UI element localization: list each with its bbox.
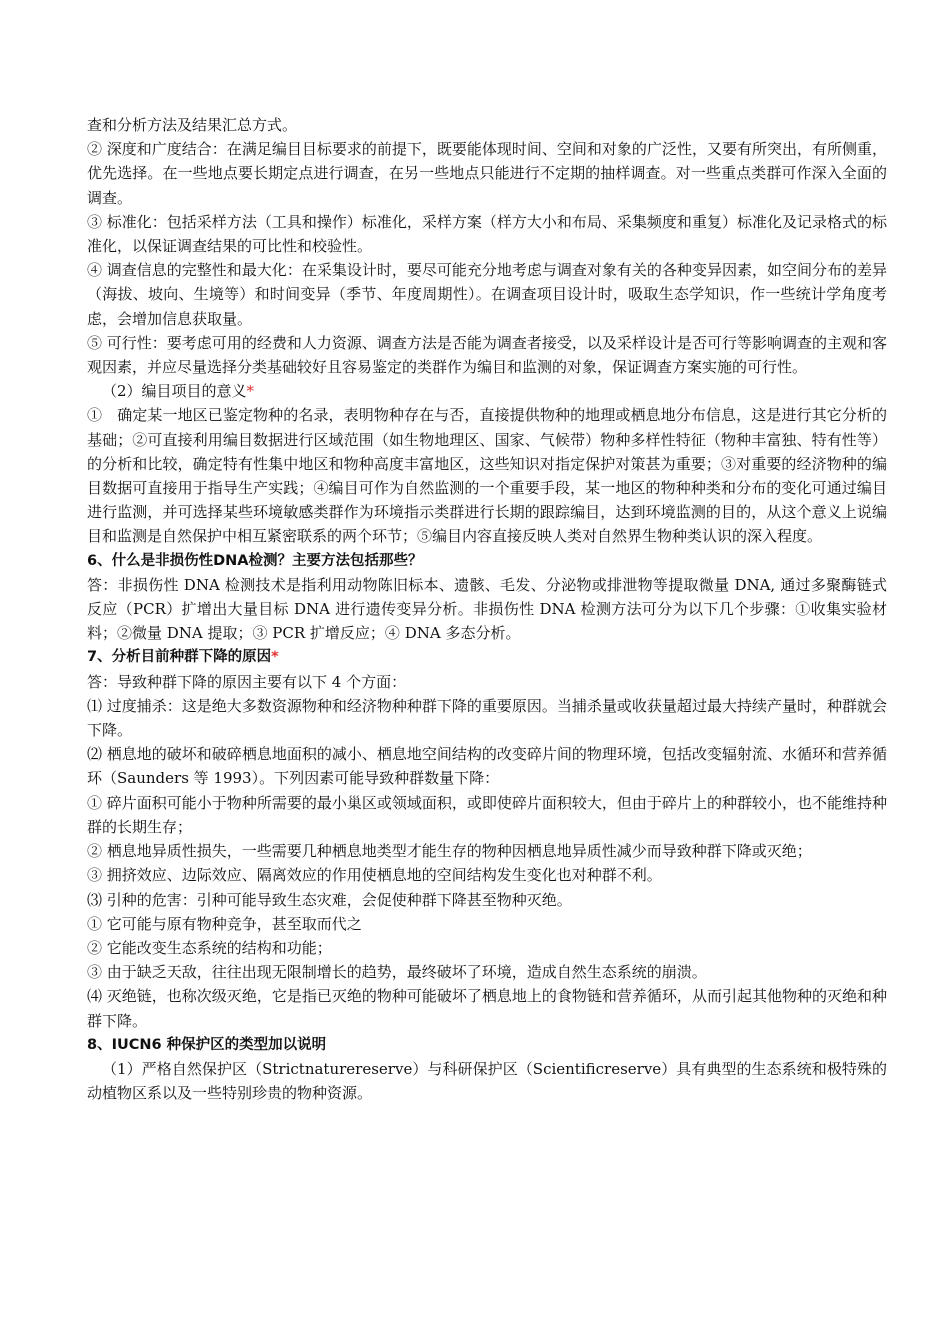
- paragraph-standardization: ③ 标准化：包括采样方法（工具和操作）标准化，采样方案（样方大小和布局、采集频度和重复）标准化及记录格式的标准化，以保证调查结果的可比性和校验性。: [87, 212, 887, 256]
- reason-extinction-chain: ⑷ 灭绝链，也称次级灭绝，它是指已灭绝的物种可能破坏了栖息地上的食物链和营养循环，从而引起其他物种的灭绝和种群下降。: [87, 987, 887, 1030]
- document-page: [87, 113, 887, 1105]
- reason-habitat-destruction: ⑵ 栖息地的破坏和破碎栖息地面积的减小、栖息地空间结构的改变碎片间的物理环境，包括改变辐射流、水循环和营养循环（Saunders 等 1993）。下列因素可能导致种群数量下降：: [87, 745, 887, 788]
- introduced-effect-1: ① 它可能与原有物种竞争，甚至取而代之: [87, 914, 362, 933]
- question-8-heading: 8、IUCN6 种保护区的类型加以说明: [87, 1036, 327, 1053]
- reserve-type-1: （1）严格自然保护区（Strictnaturereserve）与科研保护区（Scientificreserve）具有典型的生态系统和极特殊的动植物区系以及一些特别珍贵的物种资源。: [87, 1059, 887, 1103]
- paragraph-depth-breadth: ② 深度和广度结合：在满足编目目标要求的前提下，既要能体现时间、空间和对象的广泛性，又要有所突出，有所侧重，优先选择。在一些地点要长期定点进行调查，在另一些地点只能进行不定期的抽样调查。对一些重点类群可作深入全面的调查。: [87, 140, 887, 207]
- paragraph-information-completeness: ④ 调查信息的完整性和最大化：在采集设计时，要尽可能充分地考虑与调查对象有关的各种变异因素，如空间分布的差异（海拔、坡向、生境等）和时间变异（季节、年度周期性）。在调查项目设计时，吸取生态学知识，作一些统计学角度考虑，会增加信息获取量。: [87, 261, 887, 328]
- habitat-factor-2: ② 栖息地异质性损失，一些需要几种栖息地类型才能生存的物种因栖息地异质性减少而导致种群下降或灭绝；: [87, 842, 812, 861]
- question-7-heading: [87, 645, 887, 669]
- introduced-effect-2: ② 它能改变生态系统的结构和功能；: [87, 938, 332, 957]
- paragraph-survey-methods-end: 查和分析方法及结果汇总方式。: [87, 116, 298, 134]
- key-point-star-icon: *: [246, 382, 255, 401]
- subheading-inventory-significance: [87, 379, 887, 403]
- paragraph-feasibility: ⑤ 可行性：要考虑可用的经费和人力资源、调查方法是否能为调查者接受，以及采样设计是否可行等影响调查的主观和客观因素，并应尽量选择分类基础较好且容易鉴定的类群作为编目和监测的对象，保证调查方案实施的可行性。: [87, 333, 887, 377]
- introduced-effect-3: ③ 由于缺乏天敌，往往出现无限制增长的趋势，最终破坏了环境，造成自然生态系统的崩溃。: [87, 963, 707, 982]
- subheading-text: （2）编目项目的意义: [102, 382, 247, 401]
- question-7-text: 7、分析目前种群下降的原因: [87, 649, 272, 666]
- reason-overexploitation: ⑴ 过度捕杀：这是绝大多数资源物种和经济物种种群下降的重要原因。当捕杀量或收获量超过最大持续产量时，种群就会下降。: [87, 696, 887, 740]
- reason-introduced-species: ⑶ 引种的危害：引种可能导致生态灾难，会促使种群下降甚至物种灭绝。: [87, 890, 572, 909]
- question-6-heading: 6、什么是非损伤性DNA检测？主要方法包括那些？: [87, 552, 423, 569]
- habitat-factor-3: ③ 拥挤效应、边际效应、隔离效应的作用使栖息地的空间结构发生变化也对种群不利。: [87, 866, 662, 885]
- answer-7-intro: 答：导致种群下降的原因主要有以下 4 个方面：: [87, 672, 407, 691]
- key-point-star-icon: *: [271, 649, 279, 666]
- answer-6-paragraph: 答：非损伤性 DNA 检测技术是指利用动物陈旧标本、遗骸、毛发、分泌物或排泄物等提取微量 DNA, 通过多聚酶链式反应（PCR）扩增出大量目标 DNA 进行遗传变异分析。非损伤性 DNA 检测方法可分为以下几个步骤：①收集实验材料；②微量 DNA 提取；③ PCR 扩增反应；④ DNA 多态分析。: [87, 575, 887, 643]
- paragraph-inventory-significance: ① 确定某一地区已鉴定物种的名录，表明物种存在与否，直接提供物种的地理或栖息地分布信息，这是进行其它分析的基础；②可直接利用编目数据进行区域范围（如生物地理区、国家、气候带）物种多样性特征（物种丰富独、特有性等）的分析和比较，确定特有性集中地区和物种高度丰富地区，这些知识对指定保护对策甚为重要；③对重要的经济物种的编目数据可直接用于指导生产实践；④编目可作为自然监测的一个重要手段，某一地区的物种种类和分布的变化可通过编目进行监测，并可选择某些环境敏感类群作为环境指示类群进行长期的跟踪编目，达到环境监测的目的，从这个意义上说编目和监测是自然保护中相互紧密联系的两个环节；⑤编目内容直接反映人类对自然界生物种类认识的深入程度。: [87, 406, 887, 546]
- habitat-factor-1: ① 碎片面积可能小于物种所需要的最小巢区或领域面积，或即使碎片面积较大，但由于碎片上的种群较小，也不能维持种群的长期生存；: [87, 793, 887, 836]
